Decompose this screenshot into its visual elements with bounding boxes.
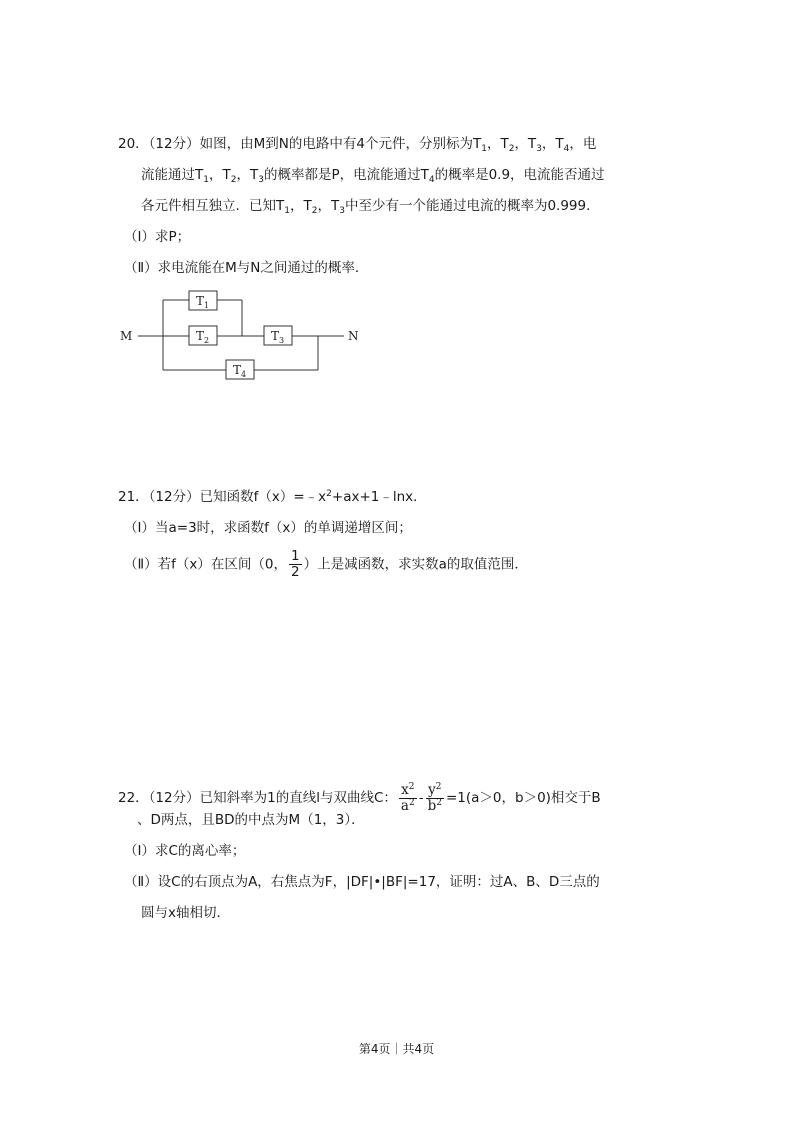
q20-text: ，T — [514, 136, 537, 152]
subscript: 1 — [481, 144, 487, 154]
fraction-denominator — [426, 799, 444, 814]
q21-text: +ax+1﹣lnx． — [331, 489, 427, 505]
q21-part-2 — [124, 549, 528, 580]
t-subscript: 3 — [279, 336, 285, 345]
q22-line-2: 、D两点，且BD的中点为M（1，3）． — [137, 812, 365, 828]
q22-text: =1(a＞0，b＞0)相交于B — [445, 790, 601, 806]
label-t3 — [271, 329, 284, 345]
subscript: 3 — [258, 175, 264, 185]
page-footer: 第4页｜共4页 — [358, 1042, 435, 1056]
label-t2 — [196, 329, 209, 345]
t-letter: T — [233, 363, 242, 377]
t-subscript: 2 — [204, 336, 210, 345]
q21-text: 已知函数f（x）=﹣x — [199, 489, 327, 505]
q20-text: 的概率都是P，电流能通过T — [263, 167, 429, 183]
t-subscript: 4 — [241, 370, 247, 379]
circuit-diagram — [118, 288, 368, 383]
q20-part-1: （Ⅰ）求P； — [124, 229, 191, 245]
q20-text: ，电 — [569, 136, 597, 152]
q20-text: 中至少有一个能通过电流的概率为0.999． — [344, 198, 600, 214]
superscript: 2 — [436, 797, 442, 808]
q20-line-3 — [141, 196, 600, 216]
subscript: 3 — [536, 144, 542, 154]
q20-line-2 — [141, 165, 605, 185]
subscript: 1 — [203, 175, 209, 185]
q20-text: ，T — [541, 136, 564, 152]
subscript: 2 — [230, 175, 237, 185]
label-t4 — [233, 363, 246, 379]
label-m: M — [120, 329, 133, 343]
q20-text: 各元件相互独立．已知T — [141, 198, 285, 214]
label-n: N — [348, 329, 359, 343]
q20-score: （12分） — [148, 136, 200, 152]
fraction-denominator — [399, 799, 417, 814]
q20-text: 如图，由M到N的电路中有4个元件，分别标为T — [199, 136, 482, 152]
var-b: b — [427, 797, 437, 814]
q21-part-1: （Ⅰ）当a=3时，求函数f（x）的单调递增区间； — [124, 520, 412, 536]
superscript: 2 — [408, 797, 415, 808]
q20-text: ，T — [289, 198, 312, 214]
fraction-x2-a2 — [399, 783, 417, 814]
q22-number: 22． — [118, 790, 149, 806]
q20-text: 的概率是0.9，电流能否通过 — [434, 167, 605, 183]
t-letter: T — [196, 329, 205, 343]
q22-part-2-cont: 圆与x轴相切． — [141, 905, 230, 921]
fraction-y2-b2 — [426, 783, 444, 814]
label-t1 — [196, 294, 209, 310]
q20-part-2: （Ⅱ）求电流能在M与N之间通过的概率． — [124, 260, 369, 276]
q20-text: ，T — [486, 136, 509, 152]
var-x: x — [401, 781, 409, 798]
q21-line-1 — [118, 487, 427, 507]
q20-number: 20． — [118, 136, 149, 152]
q21-text: ）上是减函数，求实数a的取值范围． — [303, 556, 528, 573]
t-letter: T — [271, 329, 280, 343]
q20-text: ，T — [317, 198, 340, 214]
fraction-one-half — [289, 549, 302, 580]
q21-number: 21． — [118, 489, 149, 505]
fraction-denominator: 2 — [290, 564, 300, 580]
subscript: 2 — [508, 144, 515, 154]
q22-part-2: （Ⅱ）设C的右顶点为A，右焦点为F，|DF|•|BF|=17，证明：过A、B、D三点的 — [124, 874, 600, 890]
superscript: 2 — [326, 489, 332, 499]
q20-text: 流能通过T — [141, 167, 204, 183]
q22-text: 已知斜率为1的直线l与双曲线C： — [199, 790, 397, 806]
q20-text: ，T — [208, 167, 231, 183]
subscript: 4 — [428, 175, 435, 185]
subscript: 4 — [563, 144, 570, 154]
superscript: 2 — [408, 781, 415, 792]
var-y: y — [428, 781, 436, 798]
superscript: 2 — [435, 781, 442, 792]
subscript: 2 — [311, 206, 318, 216]
q22-part-1: （Ⅰ）求C的离心率； — [124, 843, 246, 859]
subscript: 1 — [284, 206, 290, 216]
fraction-numerator: 1 — [290, 548, 300, 564]
q20-line-1 — [118, 134, 596, 154]
fraction-numerator — [399, 783, 417, 799]
q22-score: （12分） — [148, 790, 200, 806]
var-a: a — [400, 797, 409, 814]
q21-score: （12分） — [148, 489, 200, 505]
q20-text: ，T — [236, 167, 259, 183]
q21-text: （Ⅱ）若f（x）在区间（0， — [124, 556, 287, 573]
subscript: 3 — [339, 206, 345, 216]
fraction-numerator — [426, 783, 444, 799]
minus-sign: - — [418, 790, 424, 806]
t-subscript: 1 — [204, 301, 210, 310]
t-letter: T — [196, 294, 205, 308]
